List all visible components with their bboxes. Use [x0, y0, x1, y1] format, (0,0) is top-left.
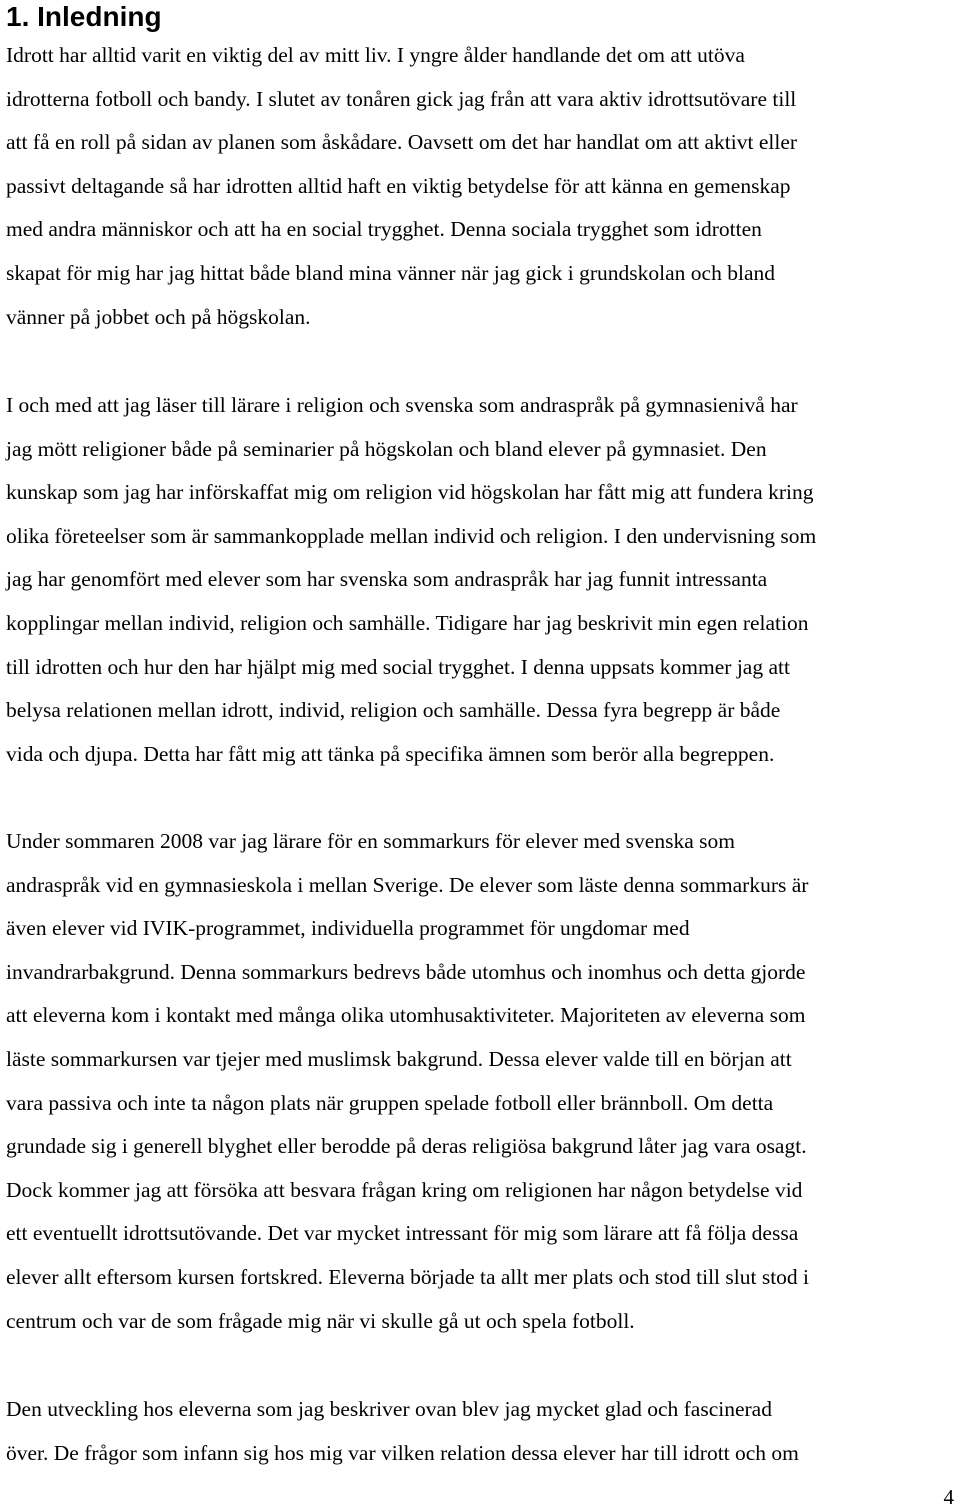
text-line: vänner på jobbet och på högskolan.	[6, 304, 311, 329]
text-line: passivt deltagande så har idrotten alltid haft en viktig betydelse för att känna en gemenskap	[6, 173, 791, 198]
text-line: med andra människor och att ha en social trygghet. Denna sociala trygghet som idrotten	[6, 217, 762, 242]
text-line: jag mött religioner både på seminarier på högskolan och bland elever på gymnasiet. Den	[6, 436, 767, 461]
text-line: kunskap som jag har införskaffat mig om religion vid högskolan har fått mig att fundera kring	[6, 480, 814, 505]
text-line: Idrott har alltid varit en viktig del av mitt liv. I yngre ålder handlande det om att utöva	[6, 43, 745, 67]
text-line: Under sommaren 2008 var jag lärare för en sommarkurs för elever med svenska som	[6, 829, 735, 853]
document-page	[6, 0, 956, 1465]
text-line: ett eventuellt idrottsutövande. Det var mycket intressant för mig som lärare att få följa dessa	[6, 1221, 799, 1246]
text-line: Den utveckling hos eleverna som jag beskriver ovan blev jag mycket glad och fascinerad	[6, 1397, 772, 1421]
text-line: andraspråk vid en gymnasieskola i mellan Sverige. De elever som läste denna sommarkurs är	[6, 872, 809, 897]
text-line: till idrotten och hur den har hjälpt mig med social trygghet. I denna uppsats kommer jag att	[6, 654, 790, 679]
text-line: Dock kommer jag att försöka att besvara frågan kring om religionen har någon betydelse vid	[6, 1177, 803, 1202]
text-line: belysa relationen mellan idrott, individ, religion och samhälle. Dessa fyra begrepp är både	[6, 698, 781, 723]
text-line: jag har genomfört med elever som har svenska som andraspråk har jag funnit intressanta	[6, 567, 768, 592]
text-line: skapat för mig har jag hittat både bland mina vänner när jag gick i grundskolan och bland	[6, 260, 775, 285]
page-number: 4	[943, 1485, 954, 1509]
text-line: vara passiva och inte ta någon plats när gruppen spelade fotboll eller brännboll. Om detta	[6, 1090, 774, 1115]
section-heading: 1. Inledning	[6, 1, 162, 32]
text-line: elever allt eftersom kursen fortskred. Eleverna började ta allt mer plats och stod till slut stod i	[6, 1264, 810, 1289]
text-line: idrotterna fotboll och bandy. I slutet av tonåren gick jag från att vara aktiv idrottsutövare till	[6, 86, 797, 111]
text-line: I och med att jag läser till lärare i religion och svenska som andraspråk på gymnasienivå har	[6, 393, 798, 417]
paragraph-4	[6, 1388, 799, 1475]
text-line: kopplingar mellan individ, religion och samhälle. Tidigare har jag beskrivit min egen relation	[6, 610, 809, 635]
text-line: grundade sig i generell blyghet eller berodde på deras religiösa bakgrund låter jag vara osagt.	[6, 1134, 807, 1159]
text-line: vida och djupa. Detta har fått mig att tänka på specifika ämnen som berör alla begreppen.	[6, 741, 775, 766]
text-line: att få en roll på sidan av planen som åskådare. Oavsett om det har handlat om att aktivt eller	[6, 130, 798, 155]
text-line: olika företeelser som är sammankopplade mellan individ och religion. I den undervisning som	[6, 523, 817, 548]
text-line: även elever vid IVIK-programmet, individuella programmet för ungdomar med	[6, 916, 690, 941]
text-line: invandrarbakgrund. Denna sommarkurs bedrevs både utomhus och inomhus och detta gjorde	[6, 959, 806, 984]
text-line: att eleverna kom i kontakt med många olika utomhusaktiviteter. Majoriteten av eleverna som	[6, 1003, 806, 1028]
paragraph-1	[6, 34, 797, 339]
text-line: över. De frågor som infann sig hos mig var vilken relation dessa elever har till idrott och om	[6, 1440, 799, 1465]
paragraph-2	[6, 384, 816, 776]
text-line: läste sommarkursen var tjejer med muslimsk bakgrund. Dessa elever valde till en början att	[6, 1046, 792, 1071]
paragraph-3	[6, 820, 809, 1343]
text-line: centrum och var de som frågade mig när vi skulle gå ut och spela fotboll.	[6, 1308, 635, 1333]
